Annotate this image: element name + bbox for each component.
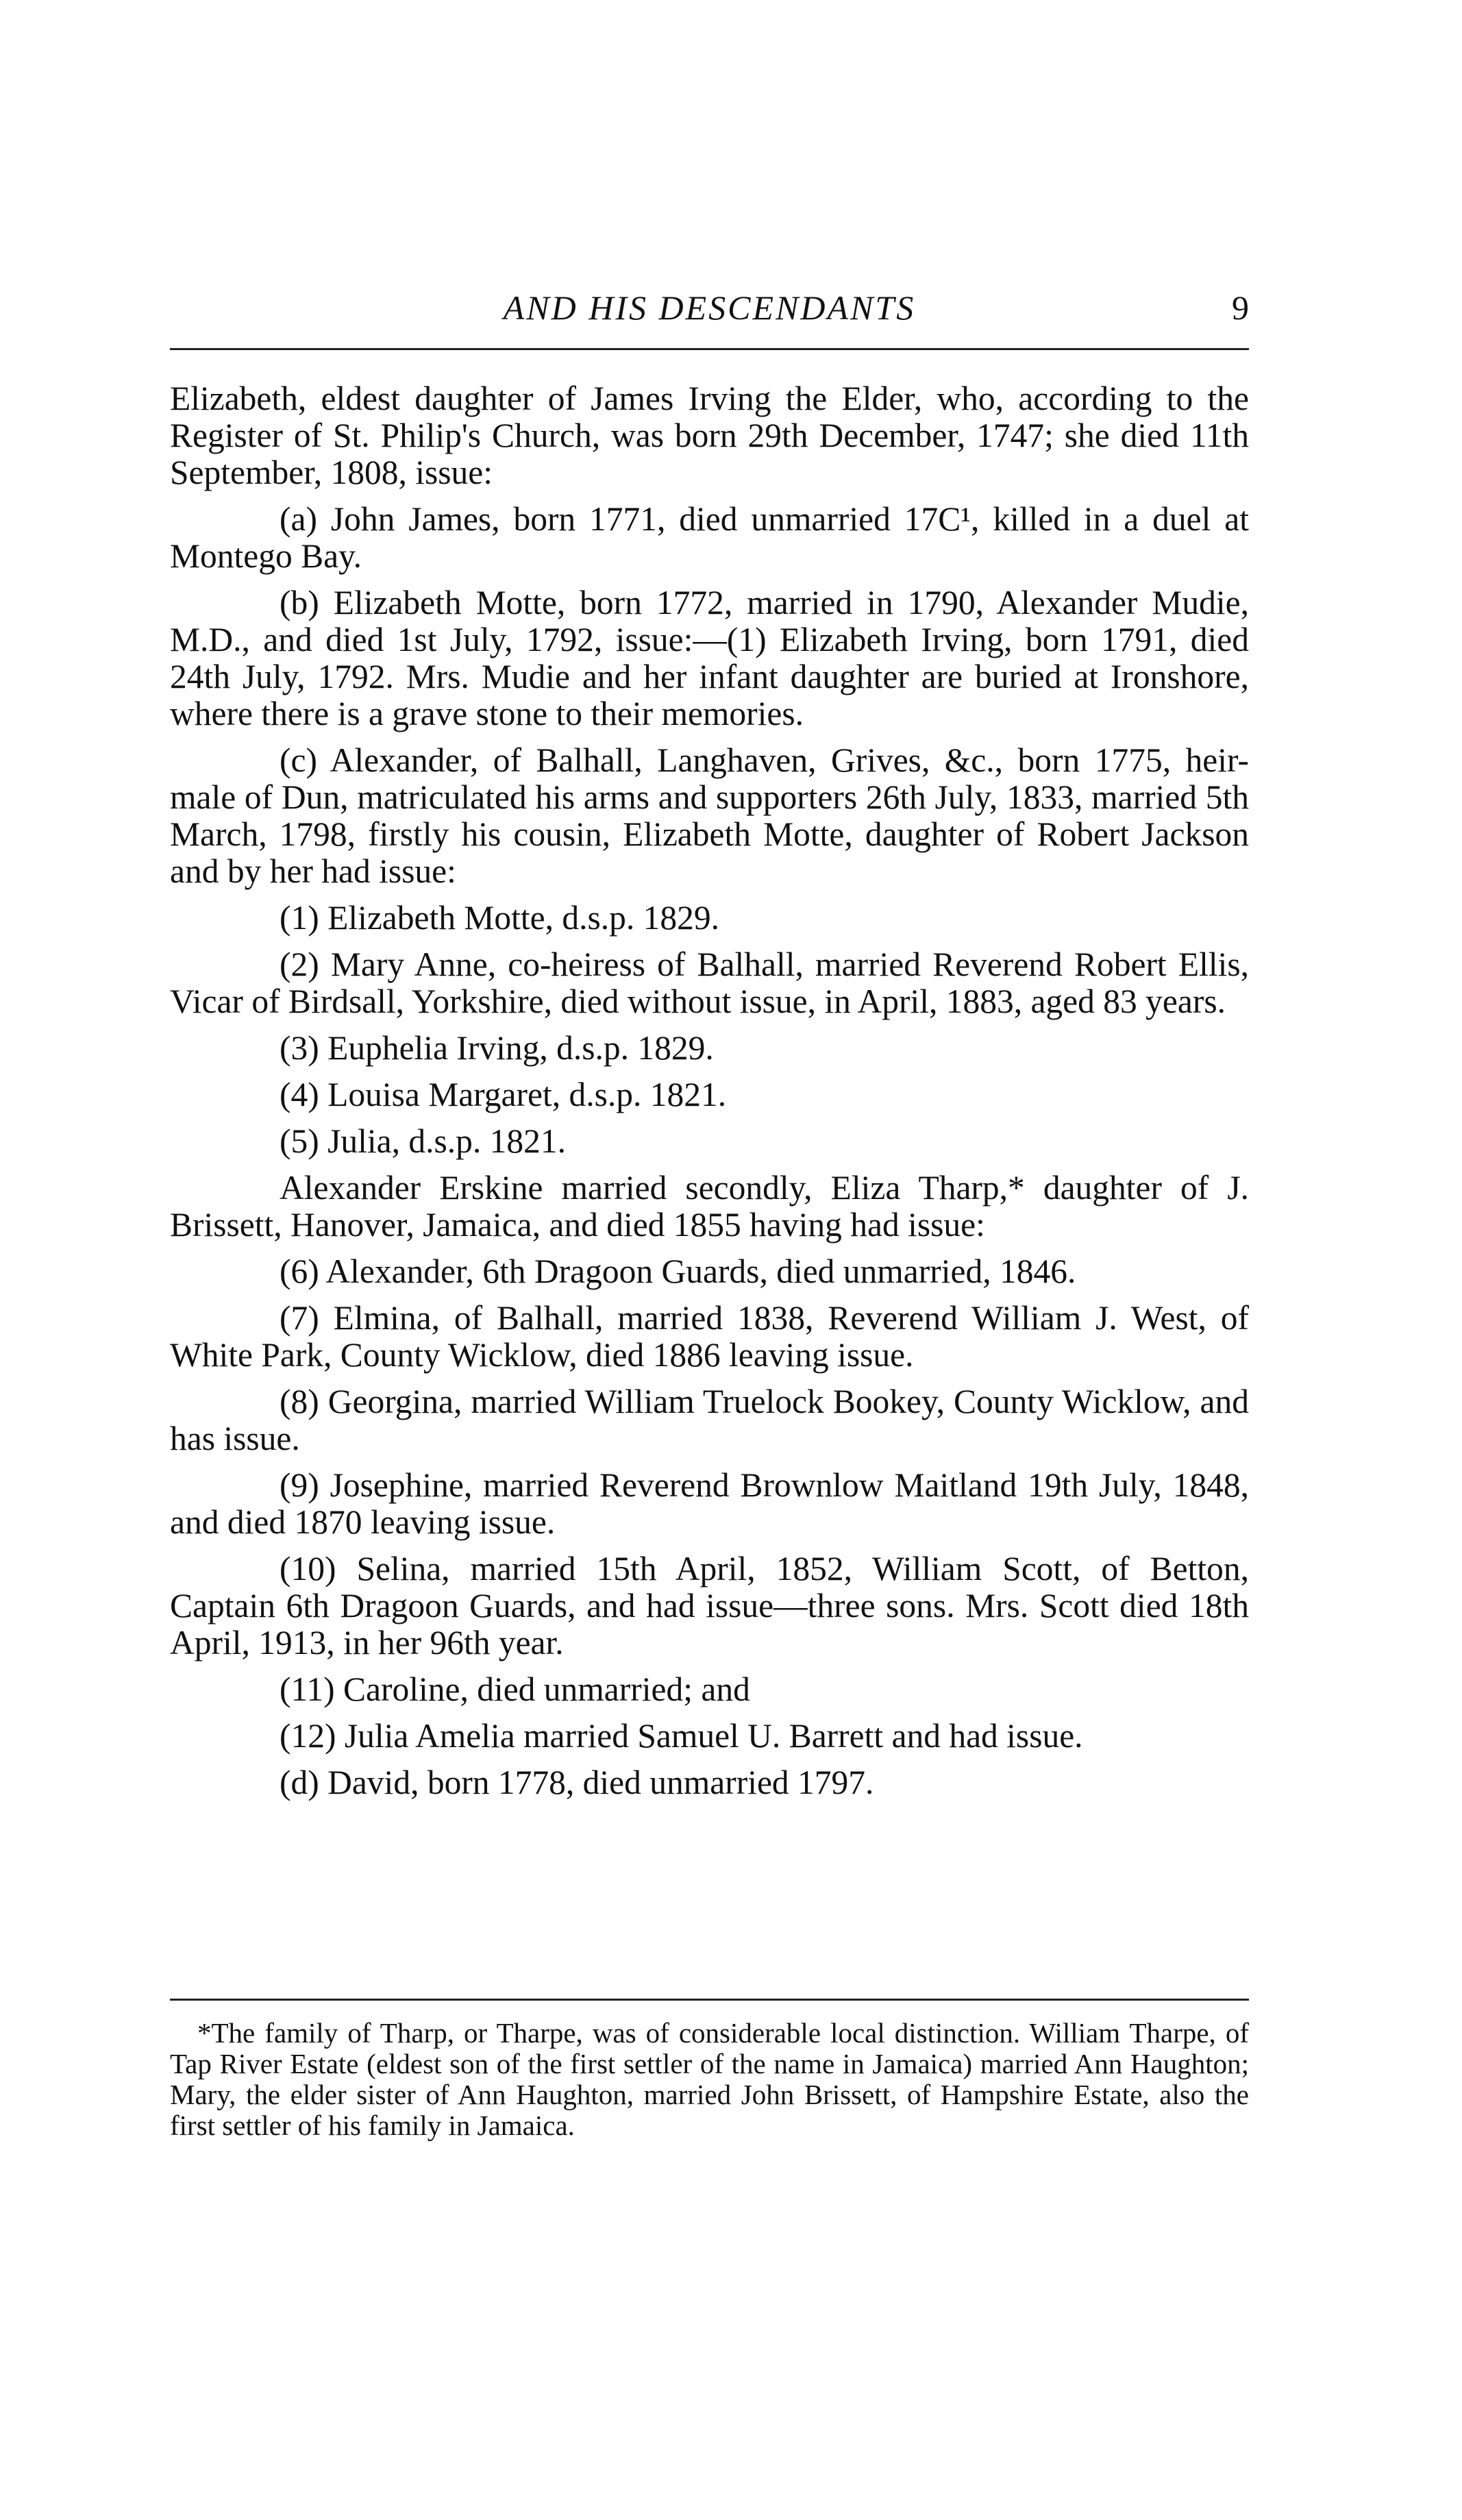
body-text: [170, 380, 1249, 1801]
paragraph: (4) Louisa Margaret, d.s.p. 1821.: [280, 1076, 727, 1113]
footnote: [170, 2018, 1249, 2141]
paragraph: (d) David, born 1778, died unmarried 1797.: [280, 1764, 874, 1801]
paragraph: (c) Alexander, of Balhall, Langhaven, Grives, &c., born 1775, heir-male of Dun, matriculated his arms and supporters 26th July, 1833, married 5th March, 1798, firstly his cousin, Elizabeth Motte, daughter of Robert Jackson and by her had issue:: [170, 741, 1249, 890]
paragraph: (7) Elmina, of Balhall, married 1838, Reverend William J. West, of White Park, County Wicklow, died 1886 leaving issue.: [170, 1299, 1249, 1374]
paragraph: (8) Georgina, married William Truelock Bookey, County Wicklow, and has issue.: [170, 1383, 1249, 1457]
paragraph: Alexander Erskine married secondly, Eliza Tharp,* daughter of J. Brissett, Hanover, Jamaica, and died 1855 having had issue:: [170, 1169, 1249, 1244]
paragraph: (a) John James, born 1771, died unmarried 17C¹, killed in a duel at Montego Bay.: [170, 500, 1249, 575]
paragraph: (12) Julia Amelia married Samuel U. Barrett and had issue.: [280, 1717, 1083, 1755]
paragraph: (3) Euphelia Irving, d.s.p. 1829.: [280, 1029, 714, 1067]
paragraph: Elizabeth, eldest daughter of James Irving the Elder, who, according to the Register of St. Philip's Church, was born 29th December, 1747; she died 11th September, 1808, issue:: [170, 380, 1249, 491]
header-rule: [170, 348, 1249, 350]
paragraph: (6) Alexander, 6th Dragoon Guards, died unmarried, 1846.: [280, 1252, 1076, 1290]
paragraph: (9) Josephine, married Reverend Brownlow Maitland 19th July, 1848, and died 1870 leaving issue.: [170, 1466, 1249, 1541]
footnote-rule: [170, 1999, 1249, 2001]
paragraph: (b) Elizabeth Motte, born 1772, married in 1790, Alexander Mudie, M.D., and died 1st July, 1792, issue:—(1) Elizabeth Irving, born 1791, died 24th July, 1792. Mrs. Mudie and her infant daughter are buried at Ironshore, where there is a grave stone to their memories.: [170, 584, 1249, 732]
paragraph: (11) Caroline, died unmarried; and: [280, 1670, 750, 1708]
page-header: [170, 288, 1249, 341]
paragraph: (5) Julia, d.s.p. 1821.: [280, 1122, 566, 1160]
footnote-text: *The family of Tharp, or Tharpe, was of considerable local distinction. William Tharpe, of Tap River Estate (eldest son of the first settler of the name in Jamaica) married Ann Haughton; Mary, the elder sister of Ann Haughton, married John Brissett, of Hampshire Estate, also the first settler of his family in Jamaica.: [170, 2017, 1249, 2141]
paragraph: (1) Elizabeth Motte, d.s.p. 1829.: [280, 899, 720, 937]
page-number: 9: [1232, 288, 1249, 327]
paragraph: (2) Mary Anne, co-heiress of Balhall, married Reverend Robert Ellis, Vicar of Birdsall, Yorkshire, died without issue, in April, 1883, aged 83 years.: [170, 946, 1249, 1020]
running-head: AND HIS DESCENDANTS: [503, 288, 916, 327]
paragraph: (10) Selina, married 15th April, 1852, William Scott, of Betton, Captain 6th Dragoon Guards, and had issue—three sons. Mrs. Scott died 18th April, 1913, in her 96th year.: [170, 1550, 1249, 1662]
